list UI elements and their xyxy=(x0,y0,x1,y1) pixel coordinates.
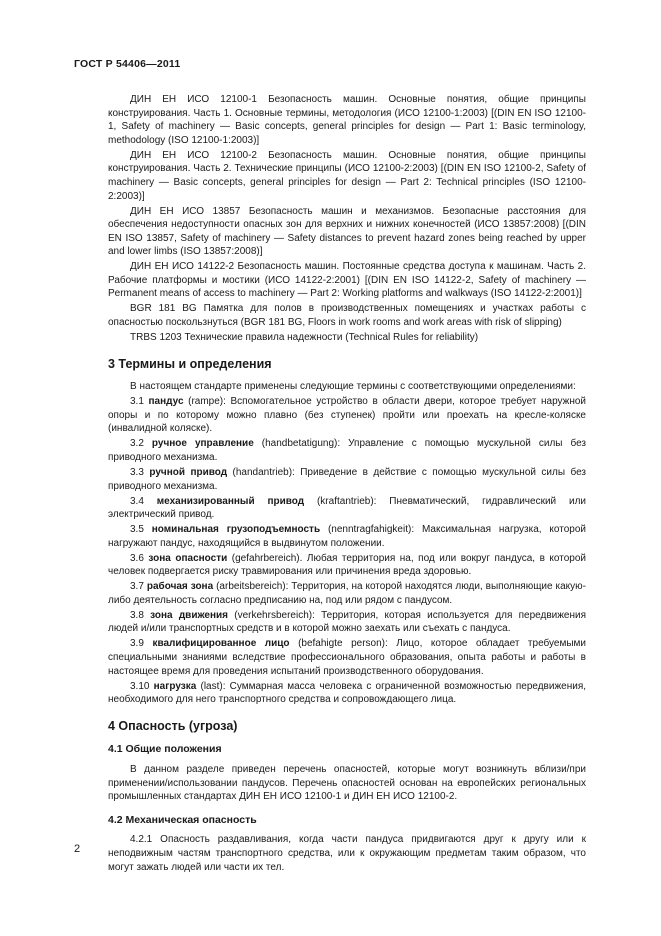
term-definition xyxy=(108,580,586,607)
term-number: 3.5 xyxy=(130,524,144,536)
term-name: механизированный привод xyxy=(156,495,305,507)
term-text: (arbeitsbereich): Территория, на которой находятся люди, выполняющие какую-либо деятельность согласно предписанию на, под или рядом с пандусом. xyxy=(108,581,586,606)
term-number: 3.9 xyxy=(130,638,144,650)
term-number: 3.4 xyxy=(130,495,144,507)
term-text: (handantrieb): Приведение в действие с помощью мускульной силы без приводного механизма. xyxy=(108,466,587,492)
subsection-4-2-heading: 4.2 Механическая опасность xyxy=(108,813,257,826)
term-number: 3.1 xyxy=(130,396,144,408)
term-name: квалифицированное лицо xyxy=(152,638,290,650)
term-text: (verkehrsbereich): Территория, которая используется для передвижения людей и/или транспортных средств и в которой можно заехать или съехать с пандуса. xyxy=(108,609,586,635)
term-name: рабочая зона xyxy=(146,581,214,593)
term-definition xyxy=(108,680,586,707)
subsection-4-1-heading: 4.1 Общие положения xyxy=(108,743,222,756)
term-name: пандус xyxy=(148,396,184,408)
term-text: (befahigte person): Лицо, которое обладает требуемыми специальными знаниями вследствие профессионального образования, опыта работы и работы в настоящее время для проведения испытаний производственного оборудования. xyxy=(108,638,587,677)
term-definition xyxy=(108,523,586,550)
reference-bgr-181: BGR 181 BG Памятка для полов в производственных помещениях и участках работы с опасностью поскользнуться (BGR 181 BG, Floors in work rooms and work areas with risk of slipping) xyxy=(108,303,586,329)
term-number: 3.6 xyxy=(130,552,144,564)
page-number: 2 xyxy=(74,843,81,855)
term-text: (last): Суммарная масса человека с ограниченной возможностью передвижения, необходимого для него транспортного средства и сопровождающего лица. xyxy=(108,680,587,706)
term-text: (gefahrbereich). Любая территория на, под или вокруг пандуса, в которой человек подвергается риску травмирования или причинения вреда здоровью. xyxy=(108,552,586,578)
reference-din-en-iso-13857: ДИН ЕН ИСО 13857 Безопасность машин и механизмов. Безопасные расстояния для обеспечения недоступности опасных зон для верхних и нижних конечностей (ИСО 13857:2008) [(DIN EN ISO 13857, Safety of machinery — Safety distances to prevent hazard zones being reached by upper and lower limbs (ISO 13857:2008)] xyxy=(108,205,586,258)
reference-din-en-iso-12100-1: ДИН ЕН ИСО 12100-1 Безопасность машин. Основные понятия, общие принципы конструирования. Часть 1. Основные термины, методология (ИСО 12100-1:2003) [(DIN EN ISO 12100-1, Safety of machinery — Basic concepts, general principles for design — Part 1: Basic terminology, methodology (ISO 12100-1:2003)] xyxy=(108,94,586,146)
term-number: 3.10 xyxy=(130,680,150,692)
subsection-4-1-text: В данном разделе приведен перечень опасностей, которые могут возникнуть вблизи/при применении/использовании пандусов. Перечень опасностей основан на европейских региональных промышленных стандартах ДИН ЕН ИСО 12100-1 и ДИН ЕН ИСО 12100-2. xyxy=(108,763,586,803)
term-definition xyxy=(108,466,586,493)
term-definition xyxy=(108,637,586,678)
term-definition xyxy=(108,609,586,636)
term-text: (handbetatigung): Управление с помощью мускульной силы без приводного механизма. xyxy=(108,438,587,463)
term-text: (kraftantrieb): Пневматический, гидравлический или электрический привод. xyxy=(108,495,587,521)
term-number: 3.8 xyxy=(130,609,144,621)
section-3-heading: 3 Термины и определения xyxy=(108,356,272,371)
term-number: 3.2 xyxy=(130,438,144,450)
term-text: (rampe): Вспомогательное устройство в области двери, которое требует наружной опоры и по которому можно плавно (без ступенек) пройти или проехать на кресле-коляске (инвалидной коляске). xyxy=(108,396,586,435)
term-name: зона движения xyxy=(150,609,229,621)
term-definition xyxy=(108,552,586,579)
term-name: ручной привод xyxy=(149,466,228,478)
term-name: ручное управление xyxy=(151,438,254,450)
section-4-heading: 4 Опасность (угроза) xyxy=(108,718,238,733)
reference-din-en-iso-12100-2: ДИН ЕН ИСО 12100-2 Безопасность машин. Основные понятия, общие принципы конструирования. Часть 2. Технические принципы (ИСО 12100-2:2003) [(DIN EN ISO 12100-2, Safety of machinery — Basic concepts, general principles for design — Part 2: Technical principles (ISO 12100-2:2003)] xyxy=(108,149,586,202)
reference-din-en-iso-14122-2: ДИН ЕН ИСО 14122-2 Безопасность машин. Постоянные средства доступа к машинам. Часть 2. Рабочие платформы и мостики (ИСО 14122-2:2001) [(DIN EN ISO 14122-2, Safety of machinery — Permanent means of access to machinery — Part 2: Working platforms and walkways (ISO 14122-2:2001)] xyxy=(108,261,586,300)
term-number: 3.7 xyxy=(130,581,144,593)
document-code-header: ГОСТ Р 54406—2011 xyxy=(74,58,181,70)
reference-trbs-1203: TRBS 1203 Технические правила надежности (Technical Rules for reliability) xyxy=(130,332,479,344)
term-name: зона опасности xyxy=(148,552,228,564)
page-content xyxy=(108,93,586,876)
term-name: нагрузка xyxy=(153,680,197,692)
term-definition xyxy=(108,395,586,436)
term-definition xyxy=(108,437,586,464)
term-name: номинальная грузоподъемность xyxy=(151,524,321,536)
term-number: 3.3 xyxy=(130,466,144,478)
subsection-4-2-text: 4.2.1 Опасность раздавливания, когда части пандуса придвигаются друг к другу или к неподвижным частям транспортного средства, или к окружающим предметам таким образом, что могут зажать людей или части их тел. xyxy=(108,834,586,873)
term-text: (nenntragfahigkeit): Максимальная нагрузка, которой нагружают пандус, находящийся в выдвинутом положении. xyxy=(108,524,586,549)
term-definition xyxy=(108,495,586,522)
section-3-intro: В настоящем стандарте применены следующие термины с соответствующими определениями: xyxy=(130,381,576,393)
